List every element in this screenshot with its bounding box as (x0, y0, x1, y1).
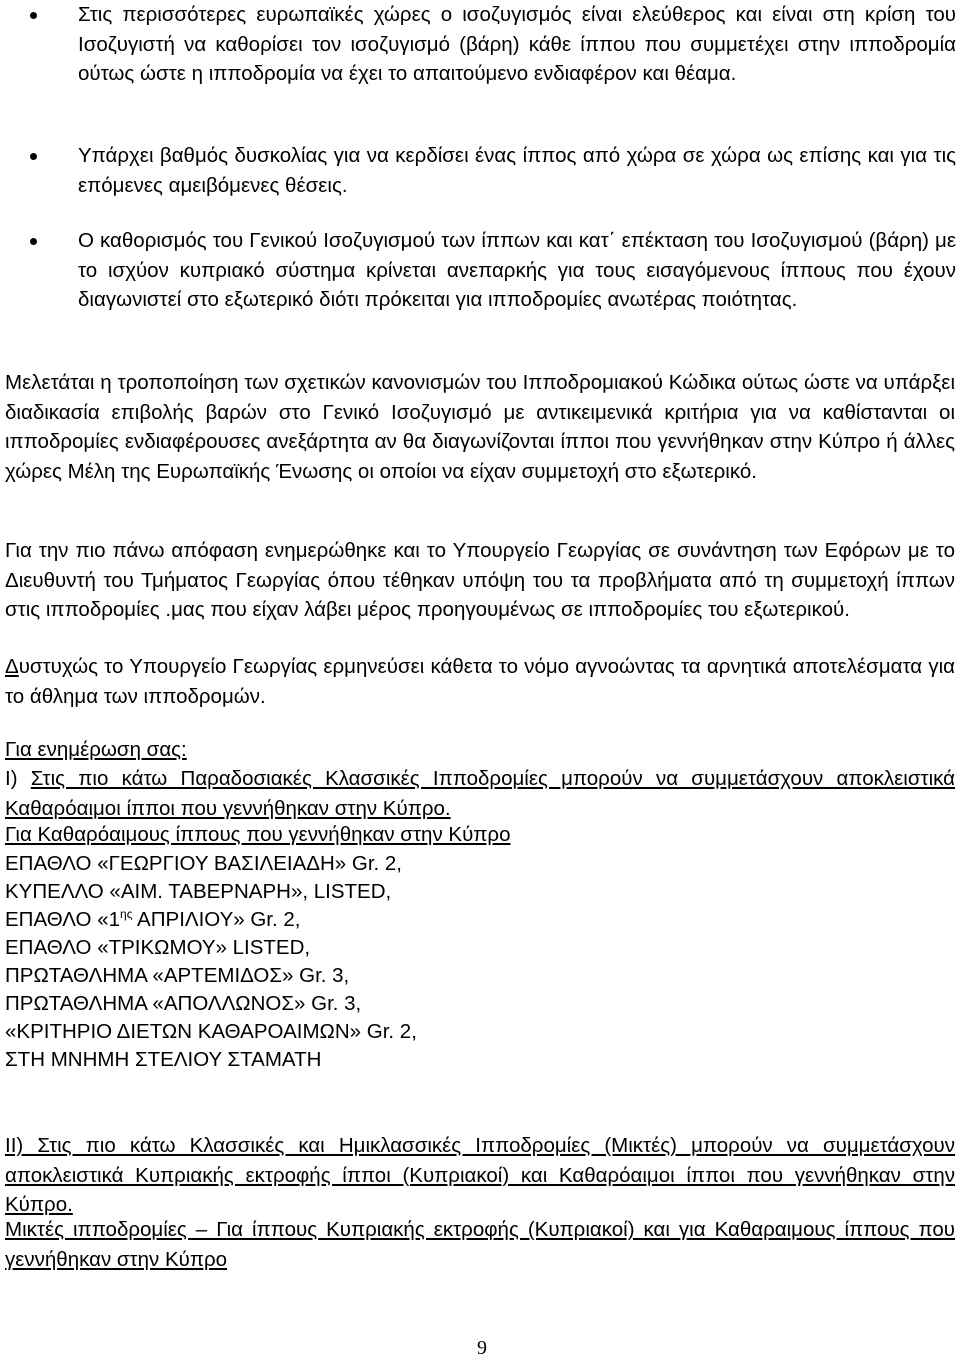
race-item: ΕΠΑΘΛΟ «ΤΡΙΚΩΜΟΥ» LISTED, (5, 936, 311, 959)
race-item: ΠΡΩΤΑΘΛΗΜΑ «ΑΠΟΛΛΩΝΟΣ» Gr. 3, (5, 992, 362, 1015)
race-item: «ΚΡΙΤΗΡΙΟ ΔΙΕΤΩΝ ΚΑΘΑΡΟΑΙΜΩΝ» Gr. 2, (5, 1020, 417, 1043)
race-item: ΚΥΠΕΛΛΟ «ΑΙΜ. ΤΑΒΕΡΝΑΡΗ», LISTED, (5, 880, 392, 903)
paragraph-rest: υστυχώς το Υπουργείο Γεωργίας ερμηνεύσει κάθετα το νόμο αγνοώντας τα αρνητικά αποτελέσματα για το άθλημα των ιπποδρομών. (5, 655, 955, 708)
underlined-first-letter: Δ (5, 655, 19, 678)
section-1-prefix: Ι) (5, 767, 31, 790)
section-2-intro: ΙΙ) Στις πιο κάτω Κλασσικές και Ημικλασσικές Ιπποδρομίες (Μικτές) μπορούν να συμμετάσχουν αποκλειστικά Κυπριακής εκτροφής ίπποι (Κυπριακοί) και Καθαρόαιμοι ίπποι που γεννήθηκαν στην Κύπρο. (5, 1134, 955, 1216)
bullet-dot-icon (30, 153, 37, 160)
info-heading: Για ενημέρωση σας: (5, 738, 187, 761)
bullet-dot-icon (30, 12, 37, 19)
bullet-text: Στις περισσότερες ευρωπαϊκές χώρες ο ισοζυγισμός είναι ελεύθερος και είναι στη κρίση του Ισοζυγιστή να καθορίσει τον ισοζυγισμό (βάρη) κάθε ίππου που συμμετέχει στην ιπποδρομία ούτως ώστε η ιπποδρομία να έχει το απαιτούμενο ενδιαφέρον και θέαμα. (78, 3, 956, 85)
page-number: 9 (477, 1337, 487, 1359)
paragraph-weights-study: Μελετάται η τροποποίηση των σχετικών κανονισμών του Ιπποδρομιακού Κώδικα ούτως ώστε να υπάρξει διαδικασία επιβολής βαρών στο Γενικό Ισοζυγισμό με αντικειμενικά κριτήρια για να καθίστανται οι ιπποδρομίες ενδιαφέρουσες ανεξάρτητα αν θα διαγωνίζονται ίπποι που γεννήθηκαν στην Κύπρο ή άλλες χώρες Μέλη της Ευρωπαϊκής Ένωσης οι οποίοι να είχαν συμμετοχή στο εξωτερικό. (5, 371, 955, 483)
section-1-text: Στις πιο κάτω Παραδοσιακές Κλασσικές Ιπποδρομίες μπορούν να συμμετάσχουν αποκλειστικά Καθαρόαιμοι ίπποι που γεννήθηκαν στην Κύπρο. (5, 767, 956, 820)
section-2-subheading: Μικτές ιπποδρομίες – Για ίππους Κυπριακής εκτροφής (Κυπριακοί) και για Καθαραιμους ίππους που γεννήθηκαν στην Κύπρο (5, 1218, 955, 1271)
race-name-end: ΑΠΡΙΛΙΟΥ» Gr. 2, (132, 908, 301, 931)
race-name-start: ΕΠΑΘΛΟ «1 (5, 908, 121, 931)
bullet-dot-icon (30, 238, 37, 245)
ordinal-suffix: ης (120, 907, 133, 921)
paragraph-ministry-interpretation (5, 652, 955, 711)
race-item (5, 905, 300, 935)
section-1-subheading: Για Καθαρόαιμους ίππους που γεννήθηκαν στην Κύπρο (5, 823, 511, 846)
section-1-intro (5, 764, 955, 823)
race-item: ΕΠΑΘΛΟ «ΓΕΩΡΓΙΟΥ ΒΑΣΙΛΕΙΑΔΗ» Gr. 2, (5, 852, 403, 875)
race-item: ΠΡΩΤΑΘΛΗΜΑ «ΑΡΤΕΜΙΔΟΣ» Gr. 3, (5, 964, 350, 987)
race-item: ΣΤΗ ΜΝΗΜΗ ΣΤΕΛΙΟΥ ΣΤΑΜΑΤΗ (5, 1048, 322, 1071)
bullet-text: Υπάρχει βαθμός δυσκολίας για να κερδίσει ένας ίππος από χώρα σε χώρα ως επίσης και για τις επόμενες αμειβόμενες θέσεις. (78, 144, 956, 197)
bullet-text: Ο καθορισμός του Γενικού Ισοζυγισμού των ίππων και κατ΄ επέκταση του Ισοζυγισμού (βάρη) με το ισχύον κυπριακό σύστημα κρίνεται ανεπαρκής για τους εισαγόμενους ίππους που έχουν διαγωνιστεί στο εξωτερικό διότι πρόκειται για ιπποδρομίες ανωτέρας ποιότητας. (78, 229, 956, 311)
paragraph-ministry-informed: Για την πιο πάνω απόφαση ενημερώθηκε και το Υπουργείο Γεωργίας σε συνάντηση των Εφόρων με το Διευθυντή του Τμήματος Γεωργίας όπου τέθηκαν υπόψη του τα προβλήματα από τη συμμετοχή ίππων στις ιπποδρομίες .μας που είχαν λάβει μέρος προηγουμένως σε ιπποδρομίες του εξωτερικού. (5, 539, 955, 621)
